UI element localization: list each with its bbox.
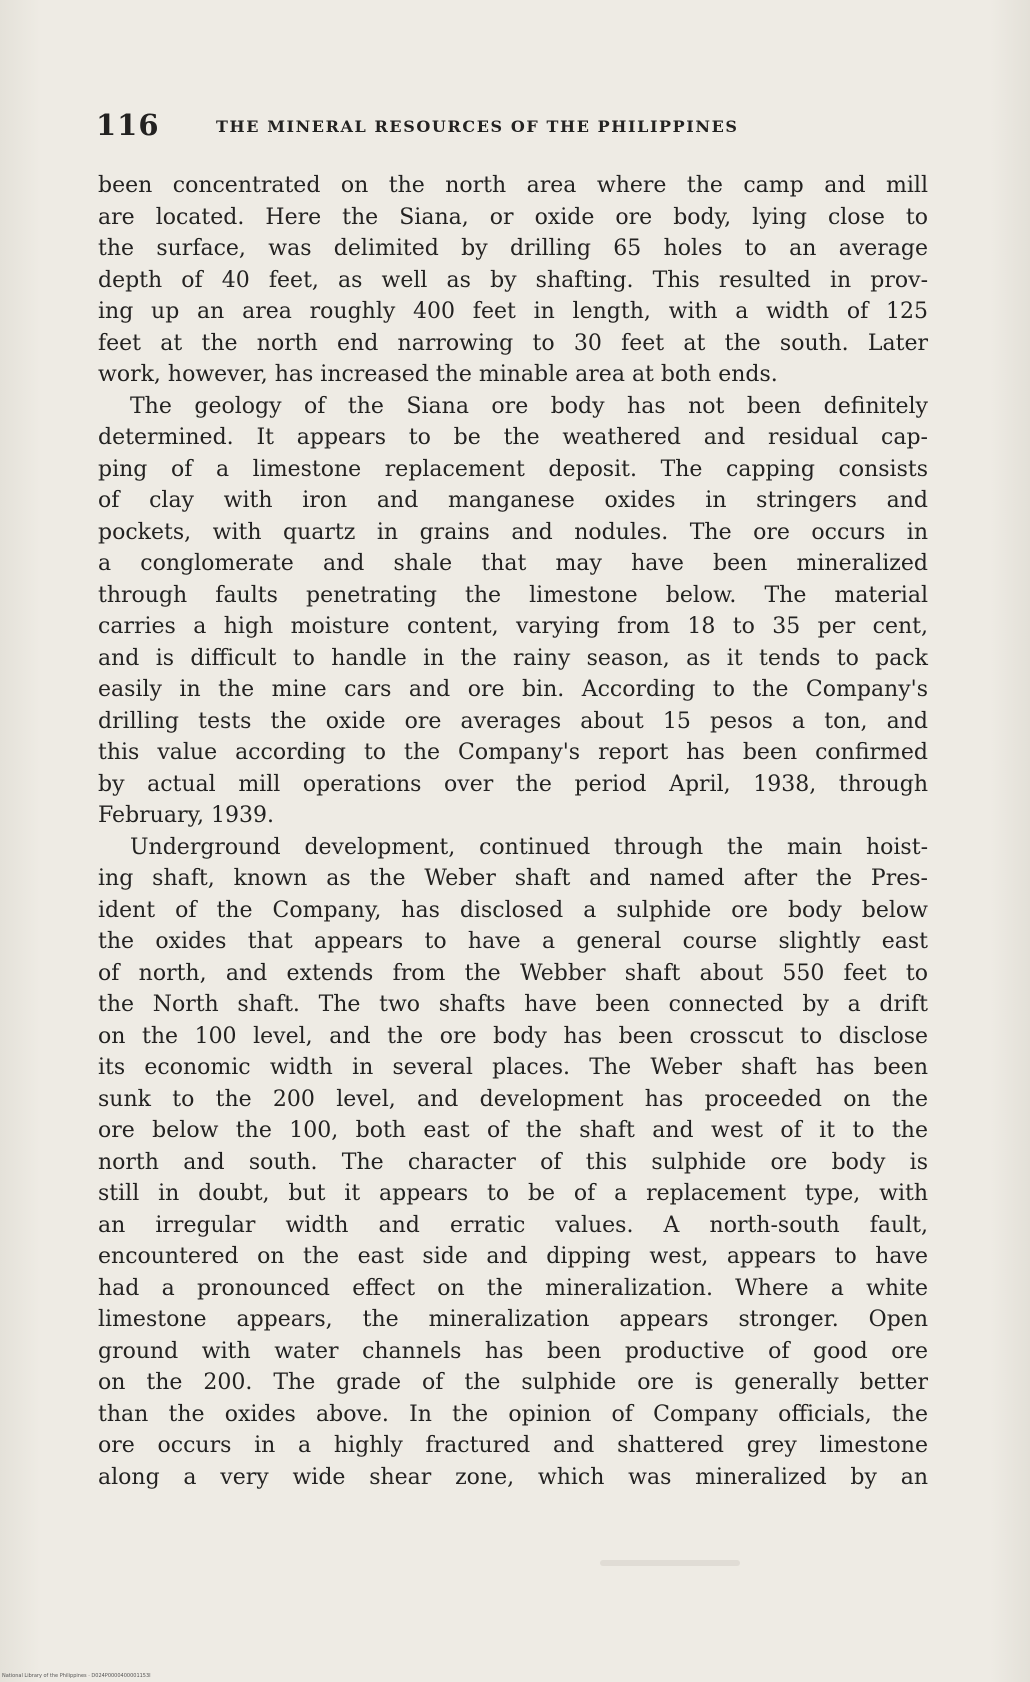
text-line: drilling tests the oxide ore averages about 15 pesos a ton, and	[98, 708, 928, 734]
text-line: and is difficult to handle in the rainy season, as it tends to pack	[98, 645, 928, 671]
text-line: been concentrated on the north area where the camp and mill	[98, 173, 928, 198]
text-line: ident of the Company, has disclosed a sulphide ore body below	[98, 897, 928, 923]
text-line: sunk to the 200 level, and development has proceeded on the	[98, 1086, 928, 1112]
text-line: February, 1939.	[98, 803, 274, 828]
text-line: determined. It appears to be the weathered and residual cap-	[98, 425, 928, 450]
text-line: ground with water channels has been productive of good ore	[98, 1338, 928, 1364]
text-line: its economic width in several places. The Weber shaft has been	[98, 1055, 928, 1080]
body-text	[98, 170, 928, 1493]
text-line: ing up an area roughly 400 feet in length, with a width of 125	[98, 299, 928, 324]
text-line: on the 100 level, and the ore body has been crosscut to disclose	[98, 1023, 928, 1049]
text-line: than the oxides above. In the opinion of Company officials, the	[98, 1401, 928, 1427]
text-line: along a very wide shear zone, which was mineralized by an	[98, 1464, 928, 1490]
text-line: an irregular width and erratic values. A north-south fault,	[98, 1212, 928, 1238]
text-line: the surface, was delimited by drilling 65 holes to an average	[98, 236, 928, 261]
text-line: the North shaft. The two shafts have been connected by a drift	[98, 992, 928, 1017]
text-line: easily in the mine cars and ore bin. According to the Company's	[98, 677, 928, 702]
page-header	[96, 108, 936, 148]
text-line: limestone appears, the mineralization appears stronger. Open	[98, 1307, 928, 1332]
text-line: ping of a limestone replacement deposit. The capping consists	[98, 456, 928, 482]
running-title: THE MINERAL RESOURCES OF THE PHILIPPINES	[216, 117, 739, 136]
library-credit: National Library of the Philippines · D024P0000400001153I	[2, 1673, 151, 1679]
text-line: on the 200. The grade of the sulphide ore is generally better	[98, 1370, 928, 1395]
text-line: pockets, with quartz in grains and nodules. The ore occurs in	[98, 519, 928, 545]
text-line: a conglomerate and shale that may have been mineralized	[98, 551, 928, 576]
scan-smudge	[600, 1560, 740, 1566]
text-line: feet at the north end narrowing to 30 feet at the south. Later	[98, 330, 928, 356]
text-line: still in doubt, but it appears to be of a replacement type, with	[98, 1181, 928, 1206]
paragraph-start-line: The geology of the Siana ore body has not been definitely	[130, 393, 928, 419]
text-line: ore below the 100, both east of the shaft and west of it to the	[98, 1118, 928, 1143]
page-number: 116	[96, 108, 160, 142]
text-line: of north, and extends from the Webber shaft about 550 feet to	[98, 960, 928, 986]
text-line: of clay with iron and manganese oxides in stringers and	[98, 488, 928, 513]
text-line: north and south. The character of this sulphide ore body is	[98, 1149, 928, 1175]
text-line: are located. Here the Siana, or oxide ore body, lying close to	[98, 204, 928, 230]
text-line: encountered on the east side and dipping west, appears to have	[98, 1244, 928, 1269]
text-line: ing shaft, known as the Weber shaft and named after the Pres-	[98, 866, 928, 891]
text-line: carries a high moisture content, varying from 18 to 35 per cent,	[98, 614, 928, 639]
text-line: this value according to the Company's report has been confirmed	[98, 740, 928, 765]
text-line: by actual mill operations over the period April, 1938, through	[98, 771, 928, 797]
text-line: had a pronounced effect on the mineralization. Where a white	[98, 1275, 928, 1301]
text-line: ore occurs in a highly fractured and shattered grey limestone	[98, 1433, 928, 1458]
text-line: through faults penetrating the limestone below. The material	[98, 582, 928, 608]
text-line: the oxides that appears to have a general course slightly east	[98, 929, 928, 954]
text-line: depth of 40 feet, as well as by shafting. This resulted in prov-	[98, 267, 928, 293]
paragraph-start-line: Underground development, continued through the main hoist-	[130, 834, 928, 860]
text-line: work, however, has increased the minable area at both ends.	[98, 362, 778, 387]
